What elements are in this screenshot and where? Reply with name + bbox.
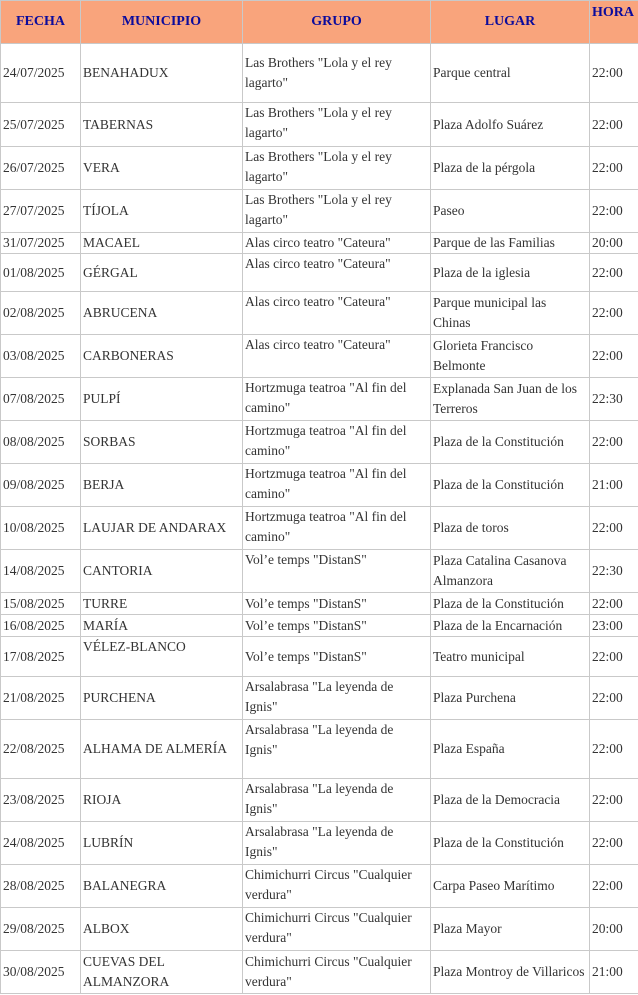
cell-fecha: 02/08/2025 — [1, 292, 81, 335]
cell-fecha: 30/08/2025 — [1, 951, 81, 994]
cell-municipio: BENAHADUX — [81, 44, 243, 103]
cell-fecha: 31/07/2025 — [1, 233, 81, 254]
cell-lugar: Parque de las Familias — [431, 233, 590, 254]
cell-lugar: Plaza Adolfo Suárez — [431, 103, 590, 147]
cell-grupo: Chimichurri Circus "Cualquier verdura" — [243, 865, 431, 908]
cell-grupo: Vol’e temps "DistanS" — [243, 550, 431, 593]
cell-lugar: Plaza Purchena — [431, 677, 590, 720]
table-row — [1, 593, 638, 615]
cell-hora: 21:00 — [590, 464, 638, 507]
cell-municipio: BERJA — [81, 464, 243, 507]
table-row — [1, 233, 638, 254]
cell-hora: 22:00 — [590, 507, 638, 550]
table-row — [1, 421, 638, 464]
cell-municipio: ABRUCENA — [81, 292, 243, 335]
cell-fecha: 15/08/2025 — [1, 593, 81, 615]
table-row — [1, 147, 638, 190]
cell-fecha: 01/08/2025 — [1, 254, 81, 292]
cell-lugar: Plaza de la iglesia — [431, 254, 590, 292]
table-row — [1, 44, 638, 103]
table-row — [1, 190, 638, 233]
cell-lugar: Paseo — [431, 190, 590, 233]
cell-grupo: Alas circo teatro "Cateura" — [243, 335, 431, 378]
header-hora: HORA — [590, 1, 638, 44]
table-row — [1, 615, 638, 637]
cell-lugar: Explanada San Juan de los Terreros — [431, 378, 590, 421]
cell-hora: 22:30 — [590, 550, 638, 593]
cell-fecha: 14/08/2025 — [1, 550, 81, 593]
cell-lugar: Plaza de la Constitución — [431, 822, 590, 865]
cell-fecha: 22/08/2025 — [1, 720, 81, 779]
table-row — [1, 822, 638, 865]
cell-grupo: Las Brothers "Lola y el rey lagarto" — [243, 44, 431, 103]
cell-hora: 22:00 — [590, 190, 638, 233]
cell-fecha: 16/08/2025 — [1, 615, 81, 637]
cell-municipio: LAUJAR DE ANDARAX — [81, 507, 243, 550]
cell-municipio: TÍJOLA — [81, 190, 243, 233]
table-row — [1, 378, 638, 421]
cell-municipio: CARBONERAS — [81, 335, 243, 378]
header-lugar: LUGAR — [431, 1, 590, 44]
cell-grupo: Las Brothers "Lola y el rey lagarto" — [243, 190, 431, 233]
cell-grupo: Hortzmuga teatroa "Al fin del camino" — [243, 378, 431, 421]
cell-lugar: Plaza Mayor — [431, 908, 590, 951]
cell-grupo: Chimichurri Circus "Cualquier verdura" — [243, 951, 431, 994]
cell-grupo: Alas circo teatro "Cateura" — [243, 233, 431, 254]
table-row — [1, 550, 638, 593]
cell-municipio: ALBOX — [81, 908, 243, 951]
table-row — [1, 720, 638, 779]
cell-municipio: SORBAS — [81, 421, 243, 464]
cell-grupo: Hortzmuga teatroa "Al fin del camino" — [243, 464, 431, 507]
cell-lugar: Glorieta Francisco Belmonte — [431, 335, 590, 378]
table-row — [1, 951, 638, 994]
cell-grupo: Vol’e temps "DistanS" — [243, 637, 431, 677]
cell-hora: 22:00 — [590, 637, 638, 677]
cell-hora: 22:00 — [590, 779, 638, 822]
cell-hora: 22:00 — [590, 421, 638, 464]
header-row — [1, 1, 638, 44]
cell-fecha: 21/08/2025 — [1, 677, 81, 720]
cell-municipio: MACAEL — [81, 233, 243, 254]
cell-hora: 20:00 — [590, 233, 638, 254]
cell-hora: 20:00 — [590, 908, 638, 951]
cell-hora: 22:00 — [590, 254, 638, 292]
cell-municipio: CANTORIA — [81, 550, 243, 593]
cell-hora: 22:00 — [590, 335, 638, 378]
cell-lugar: Plaza de la Constitución — [431, 593, 590, 615]
cell-lugar: Parque central — [431, 44, 590, 103]
cell-hora: 22:00 — [590, 865, 638, 908]
cell-lugar: Plaza de la pérgola — [431, 147, 590, 190]
cell-municipio: RIOJA — [81, 779, 243, 822]
cell-fecha: 25/07/2025 — [1, 103, 81, 147]
cell-municipio: PURCHENA — [81, 677, 243, 720]
header-grupo: GRUPO — [243, 1, 431, 44]
cell-hora: 22:00 — [590, 103, 638, 147]
cell-grupo: Arsalabrasa "La leyenda de Ignis" — [243, 822, 431, 865]
cell-fecha: 24/07/2025 — [1, 44, 81, 103]
table-row — [1, 865, 638, 908]
cell-grupo: Arsalabrasa "La leyenda de Ignis" — [243, 779, 431, 822]
cell-hora: 22:00 — [590, 677, 638, 720]
cell-grupo: Hortzmuga teatroa "Al fin del camino" — [243, 421, 431, 464]
table-row — [1, 908, 638, 951]
cell-fecha: 03/08/2025 — [1, 335, 81, 378]
cell-grupo: Las Brothers "Lola y el rey lagarto" — [243, 147, 431, 190]
cell-grupo: Arsalabrasa "La leyenda de Ignis" — [243, 677, 431, 720]
cell-municipio: TURRE — [81, 593, 243, 615]
cell-lugar: Carpa Paseo Marítimo — [431, 865, 590, 908]
cell-lugar: Teatro municipal — [431, 637, 590, 677]
cell-grupo: Las Brothers "Lola y el rey lagarto" — [243, 103, 431, 147]
cell-grupo: Vol’e temps "DistanS" — [243, 615, 431, 637]
header-fecha: FECHA — [1, 1, 81, 44]
cell-fecha: 07/08/2025 — [1, 378, 81, 421]
cell-lugar: Plaza de la Constitución — [431, 421, 590, 464]
header-municipio: MUNICIPIO — [81, 1, 243, 44]
cell-municipio: GÉRGAL — [81, 254, 243, 292]
cell-municipio: CUEVAS DEL ALMANZORA — [81, 951, 243, 994]
cell-lugar: Plaza de la Democracia — [431, 779, 590, 822]
table-row — [1, 464, 638, 507]
cell-hora: 22:00 — [590, 822, 638, 865]
table-row — [1, 103, 638, 147]
cell-municipio: MARÍA — [81, 615, 243, 637]
cell-fecha: 23/08/2025 — [1, 779, 81, 822]
table-row — [1, 292, 638, 335]
cell-grupo: Arsalabrasa "La leyenda de Ignis" — [243, 720, 431, 779]
cell-municipio: ALHAMA DE ALMERÍA — [81, 720, 243, 779]
cell-municipio: TABERNAS — [81, 103, 243, 147]
cell-municipio: VERA — [81, 147, 243, 190]
cell-hora: 21:00 — [590, 951, 638, 994]
table-row — [1, 637, 638, 677]
cell-fecha: 28/08/2025 — [1, 865, 81, 908]
cell-grupo: Alas circo teatro "Cateura" — [243, 292, 431, 335]
cell-lugar: Parque municipal las Chinas — [431, 292, 590, 335]
cell-municipio: LUBRÍN — [81, 822, 243, 865]
cell-fecha: 26/07/2025 — [1, 147, 81, 190]
cell-municipio: VÉLEZ-BLANCO — [81, 637, 243, 677]
cell-lugar: Plaza de la Encarnación — [431, 615, 590, 637]
cell-hora: 22:00 — [590, 147, 638, 190]
cell-lugar: Plaza de la Constitución — [431, 464, 590, 507]
table-row — [1, 335, 638, 378]
cell-municipio: BALANEGRA — [81, 865, 243, 908]
cell-lugar: Plaza Montroy de Villaricos — [431, 951, 590, 994]
cell-fecha: 08/08/2025 — [1, 421, 81, 464]
cell-fecha: 29/08/2025 — [1, 908, 81, 951]
cell-grupo: Alas circo teatro "Cateura" — [243, 254, 431, 292]
cell-lugar: Plaza de toros — [431, 507, 590, 550]
table-row — [1, 779, 638, 822]
table-row — [1, 507, 638, 550]
cell-hora: 22:00 — [590, 292, 638, 335]
cell-hora: 23:00 — [590, 615, 638, 637]
cell-hora: 22:00 — [590, 593, 638, 615]
cell-fecha: 17/08/2025 — [1, 637, 81, 677]
cell-fecha: 27/07/2025 — [1, 190, 81, 233]
cell-hora: 22:00 — [590, 44, 638, 103]
table-row — [1, 254, 638, 292]
cell-municipio: PULPÍ — [81, 378, 243, 421]
table-row — [1, 677, 638, 720]
cell-lugar: Plaza Catalina Casanova Almanzora — [431, 550, 590, 593]
cell-grupo: Hortzmuga teatroa "Al fin del camino" — [243, 507, 431, 550]
cell-fecha: 09/08/2025 — [1, 464, 81, 507]
cell-hora: 22:30 — [590, 378, 638, 421]
cell-fecha: 24/08/2025 — [1, 822, 81, 865]
cell-fecha: 10/08/2025 — [1, 507, 81, 550]
cell-lugar: Plaza España — [431, 720, 590, 779]
cell-hora: 22:00 — [590, 720, 638, 779]
cell-grupo: Vol’e temps "DistanS" — [243, 593, 431, 615]
cell-grupo: Chimichurri Circus "Cualquier verdura" — [243, 908, 431, 951]
